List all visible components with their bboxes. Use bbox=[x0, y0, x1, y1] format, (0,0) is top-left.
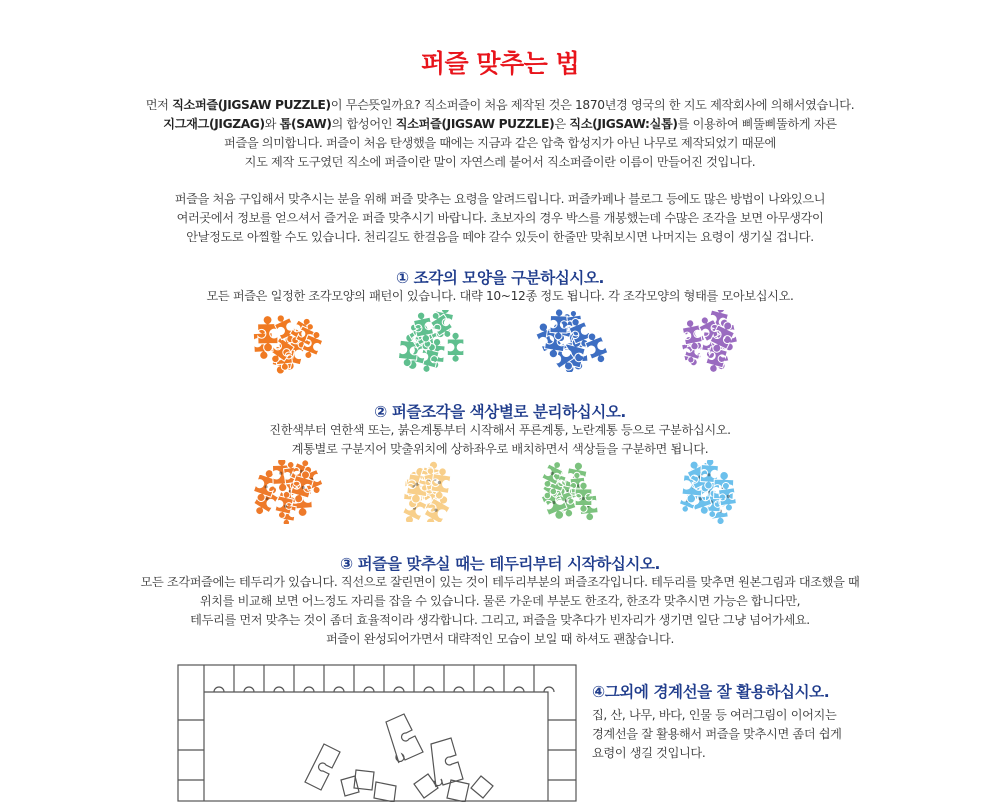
section4-line: 집, 산, 나무, 바다, 인물 등 여러그림이 이어지는 bbox=[592, 708, 837, 722]
intro-text: 이 무슨뜻일까요? 직소퍼즐이 처음 제작된 것은 1870년경 영국의 한 지도 제작회사에 의해서였습니다. bbox=[330, 98, 855, 112]
section1-text bbox=[0, 287, 1000, 306]
intro2-line: 퍼즐을 처음 구입해서 맞추시는 분을 위해 퍼즐 맞추는 요령을 알려드립니다. 퍼즐카페나 블로그 등에도 많은 방법이 나와있으니 bbox=[174, 192, 826, 206]
border-puzzle-svg bbox=[176, 662, 578, 802]
piece-pattern-dot bbox=[552, 501, 555, 504]
section3-text bbox=[0, 573, 1000, 649]
border-knob bbox=[274, 687, 284, 692]
section3-heading: ③ 퍼즐을 맞추실 때는 테두리부터 시작하십시오. bbox=[339, 555, 661, 573]
intro-line bbox=[0, 115, 1000, 134]
intro-text: 은 bbox=[554, 117, 570, 131]
piece-pattern-dot bbox=[699, 497, 702, 500]
puzzle-pieces-svg bbox=[394, 310, 470, 374]
piece-pattern-dot bbox=[582, 497, 585, 500]
border-knob bbox=[214, 687, 224, 692]
piece-pattern-dot bbox=[707, 473, 710, 476]
intro-text: 의 합성어인 bbox=[331, 117, 396, 131]
section3-line: 퍼즐이 완성되어가면서 대략적인 모습이 보일 때 하셔도 괜찮습니다. bbox=[325, 632, 675, 646]
section4-block bbox=[592, 680, 892, 763]
piece-pattern-dot bbox=[266, 497, 269, 500]
intro2-line: 안날정도로 아찔할 수도 있습니다. 천리길도 한걸음을 떼야 갈수 있듯이 한줄만 맞춰보시면 나머지는 요령이 생기실 겁니다. bbox=[186, 230, 814, 244]
section3-line: 위치를 비교해 보면 어느정도 자리를 잡을 수 있습니다. 물론 가운데 부분도 한조각, 한조각 맞추시면 가능은 합니다만, bbox=[199, 594, 801, 608]
border-knob bbox=[484, 687, 494, 692]
piece-cluster-dark-orange bbox=[252, 460, 328, 524]
intro-bold-term: 지그재그(JIGZAG) bbox=[163, 117, 265, 131]
border-knob bbox=[514, 687, 524, 692]
puzzle-pieces-svg bbox=[674, 310, 750, 374]
piece-pattern-dot bbox=[279, 472, 282, 475]
border-knob bbox=[244, 687, 254, 692]
piece-cluster-sky-blue bbox=[672, 460, 748, 524]
piece-cluster-purple bbox=[674, 310, 750, 374]
intro-line bbox=[0, 96, 1000, 115]
intro-bold-term: 직소퍼즐(JIGSAW PUZZLE) bbox=[395, 117, 555, 131]
section2-line: 계통별로 구분지어 맞출위치에 상하좌우로 배치하면서 색상들을 구분하면 됩니다. bbox=[291, 442, 709, 456]
intro-text: 와 bbox=[264, 117, 280, 131]
intro-text: 지도 제작 도구였던 직소에 퍼즐이란 말이 자연스레 붙어서 직소퍼즐이란 이름이 만들어진 것입니다. bbox=[244, 155, 756, 169]
intro2-paragraph bbox=[0, 190, 1000, 247]
intro-line bbox=[0, 134, 1000, 153]
puzzle-pieces-svg bbox=[672, 460, 748, 524]
piece-pattern-dot bbox=[265, 485, 268, 488]
intro-text: 퍼즐을 의미합니다. 퍼즐이 처음 탄생했을 때에는 지금과 같은 압축 합성지가 아닌 나무로 제작되었기 때문에 bbox=[224, 136, 776, 150]
puzzle-pieces-svg bbox=[390, 458, 466, 522]
puzzle-pieces-svg bbox=[252, 460, 328, 524]
puzzle-pieces-svg bbox=[530, 460, 606, 524]
piece-cluster-orange bbox=[252, 310, 328, 374]
border-knob bbox=[304, 687, 314, 692]
piece-pattern-dot bbox=[415, 483, 418, 486]
border-puzzle-illustration bbox=[176, 662, 578, 812]
intro-text: 를 이용하여 삐뚤삐뚤하게 자른 bbox=[677, 117, 837, 131]
page-title: 퍼즐 맞추는 법 bbox=[420, 49, 580, 78]
border-knob bbox=[394, 687, 404, 692]
intro-bold-term: 직소퍼즐(JIGSAW PUZZLE) bbox=[172, 98, 331, 112]
intro-bold-term: 톱(SAW) bbox=[279, 117, 332, 131]
piece-cluster-blue bbox=[534, 308, 610, 372]
piece-pattern-dot bbox=[727, 495, 730, 498]
piece-cluster-light-yellow bbox=[390, 458, 466, 522]
piece-cluster-light-green bbox=[530, 460, 606, 524]
intro-bold-term: 직소(JIGSAW:실톱) bbox=[569, 117, 678, 131]
piece-pattern-dot bbox=[284, 505, 287, 508]
puzzle-pieces-svg bbox=[534, 308, 610, 372]
border-knob bbox=[424, 687, 434, 692]
section4-line: 경계선을 잘 활용해서 퍼즐을 맞추시면 좀더 쉽게 bbox=[592, 727, 842, 741]
intro2-line: 여러곳에서 정보를 얻으셔서 즐거운 퍼즐 맞추시기 바랍니다. 초보자의 경우 박스를 개봉했는데 수많은 조각을 보면 아무생각이 bbox=[176, 211, 824, 225]
piece-pattern-dot bbox=[435, 509, 438, 512]
section2-text bbox=[0, 421, 1000, 459]
intro-paragraph bbox=[0, 96, 1000, 172]
border-knob bbox=[454, 687, 464, 692]
piece-pattern-dot bbox=[551, 472, 554, 475]
section1-heading: ① 조각의 모양을 구분하십시오. bbox=[395, 269, 605, 287]
piece-cluster-green bbox=[394, 310, 470, 374]
section4-heading: ④그외에 경계선을 잘 활용하십시오. bbox=[592, 683, 830, 701]
section3-line: 테두리를 먼저 맞추는 것이 좀더 효율적이라 생각합니다. 그리고, 퍼즐을 맞추다가 빈자리가 생기면 일단 그냥 넘어가세요. bbox=[190, 613, 810, 627]
border-knob bbox=[364, 687, 374, 692]
section4-line: 요령이 생길 것입니다. bbox=[592, 746, 706, 760]
section2-heading: ② 퍼즐조각을 색상별로 분리하십시오. bbox=[374, 403, 626, 421]
intro-text: 먼저 bbox=[145, 98, 173, 112]
section1-line: 모든 퍼즐은 일정한 조각모양의 패턴이 있습니다. 대략 10~12종 정도 됩니다. 각 조각모양의 형태를 모아보십시오. bbox=[206, 289, 794, 303]
piece-pattern-dot bbox=[438, 481, 441, 484]
puzzle-pieces-svg bbox=[252, 310, 328, 374]
border-knob bbox=[544, 687, 554, 692]
section3-line: 모든 조각퍼즐에는 테두리가 있습니다. 직선으로 잘린면이 있는 것이 테두리부분의 퍼즐조각입니다. 테두리를 맞추면 원본그림과 대조했을 때 bbox=[140, 575, 860, 589]
section2-line: 진한색부터 연한색 또는, 붉은계통부터 시작해서 푸른계통, 노란계통 등으로 구분하십시오. bbox=[269, 423, 731, 437]
intro-line bbox=[0, 153, 1000, 172]
border-knob bbox=[334, 687, 344, 692]
piece-pattern-dot bbox=[302, 486, 305, 489]
